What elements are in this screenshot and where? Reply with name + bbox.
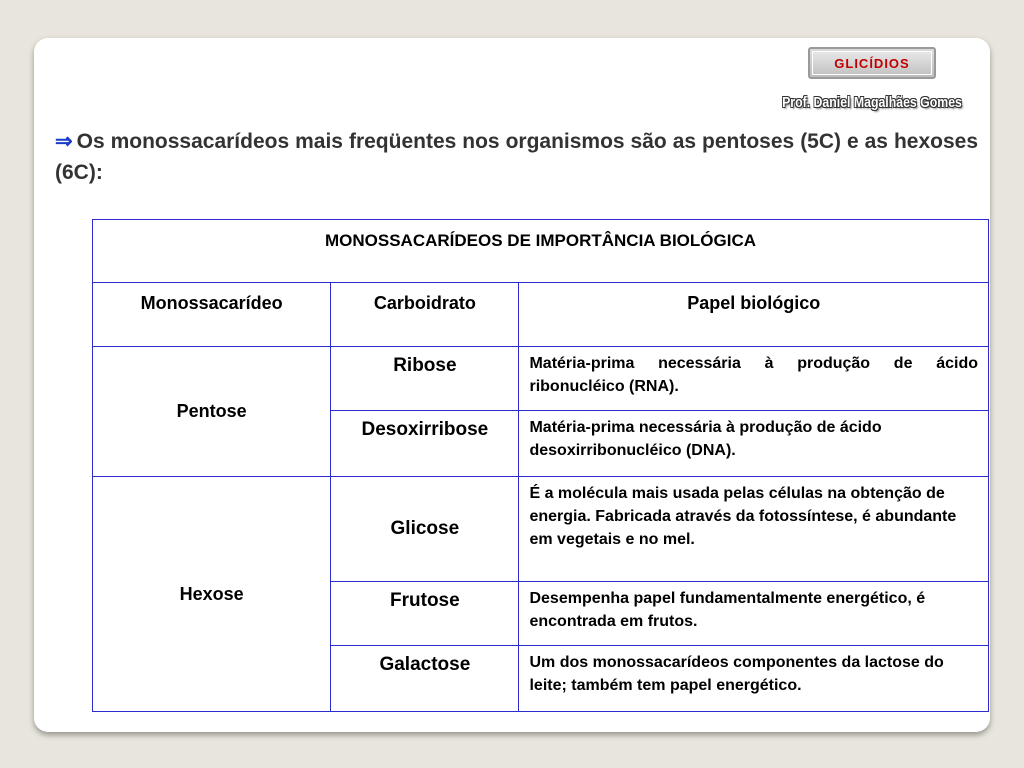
group-hexose: Hexose [93, 477, 331, 712]
header-biological-role: Papel biológico [519, 283, 989, 347]
table-title: MONOSSACARÍDEOS DE IMPORTÂNCIA BIOLÓGICA [93, 220, 989, 283]
table-row [93, 347, 989, 411]
carb-galactose: Galactose [331, 646, 519, 712]
role-galactose: Um dos monossacarídeos componentes da lactose do leite; também tem papel energético. [519, 646, 989, 712]
role-frutose: Desempenha papel fundamentalmente energético, é encontrada em frutos. [519, 582, 989, 646]
intro-paragraph [55, 126, 978, 188]
role-glicose: É a molécula mais usada pelas células na obtenção de energia. Fabricada através da fotossíntese, é abundante em vegetais e no mel. [519, 477, 989, 582]
intro-text: Os monossacarídeos mais freqüentes nos organismos são as pentoses (5C) e as hexoses (6C): [55, 130, 978, 184]
topic-badge-label: GLICÍDIOS [812, 51, 932, 75]
author-name: Prof. Daniel Magalhães Gomes [782, 94, 962, 111]
header-carbohydrate: Carboidrato [331, 283, 519, 347]
role-ribose: Matéria-prima necessária à produção de ácido ribonucléico (RNA). [519, 347, 989, 411]
topic-badge [808, 47, 936, 79]
carb-frutose: Frutose [331, 582, 519, 646]
monosaccharide-table [92, 219, 989, 712]
implies-arrow-icon: ⇒ [55, 130, 73, 153]
header-monosaccharide: Monossacarídeo [93, 283, 331, 347]
group-pentose: Pentose [93, 347, 331, 477]
role-desoxirribose: Matéria-prima necessária à produção de ácido desoxirribonucléico (DNA). [519, 411, 989, 477]
table-row [93, 477, 989, 582]
carb-glicose: Glicose [331, 477, 519, 582]
carb-desoxirribose: Desoxirribose [331, 411, 519, 477]
carb-ribose: Ribose [331, 347, 519, 411]
